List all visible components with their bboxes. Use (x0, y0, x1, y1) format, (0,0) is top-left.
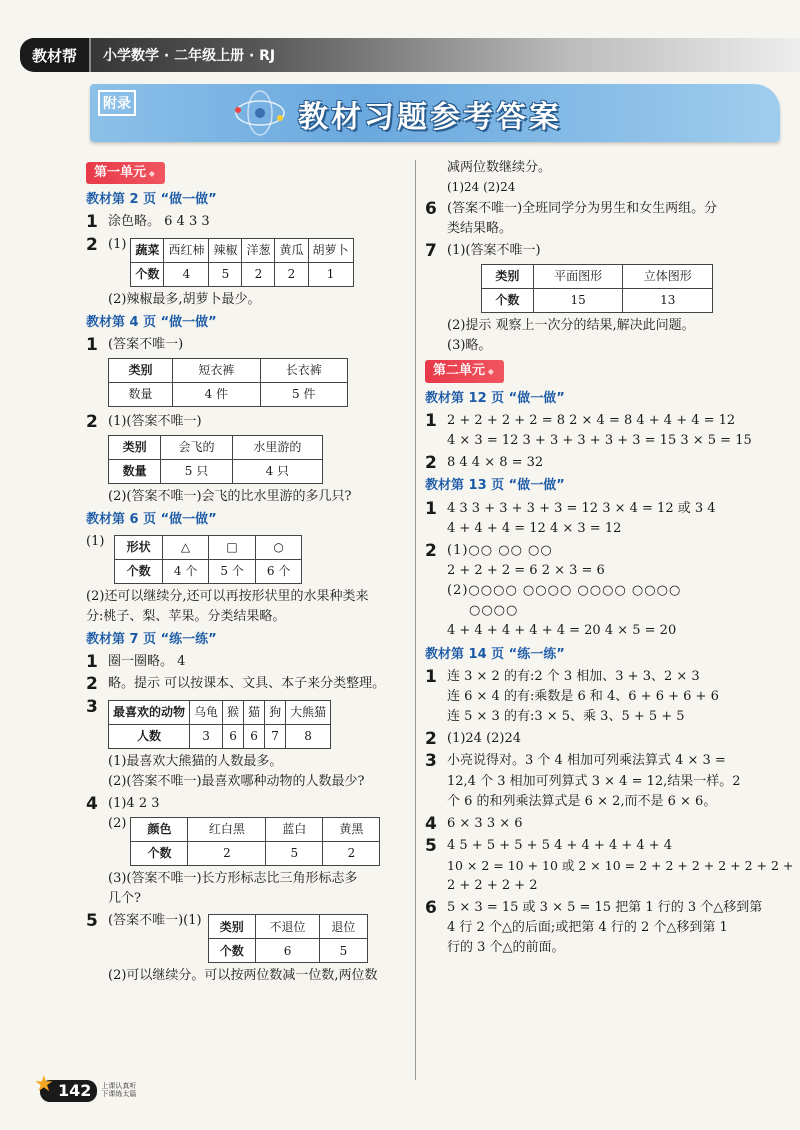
practice-5: 5 (答案不唯一)(1) 类别 不退位 退位 个数 6 5 (2)可以继续分。可以按两位数减一位数,两位数 (86, 911, 378, 984)
practice-7: 7 (1)(答案不唯一) 类别 平面图形 立体图形 个数 15 13 (2)提示 观察上一次分的结果,解决此问题。 (3)略。 (425, 241, 760, 356)
section-heading: 教材第 2 页 “做一做” (86, 192, 217, 208)
practice-4: 4 (1)4 2 3 (2) 颜色 红白黑 蓝白 黄黑 个数 2 5 2 (3)(答案不唯一)长方形标志比三角形标志多 几个? (86, 794, 406, 909)
practice-6: 6 (答案不唯一)全班同学分为男生和女生两组。分 类结果略。 (425, 198, 718, 236)
section-heading: 教材第 14 页 “练一练” (425, 646, 565, 662)
practice-2: 2 略。提示 可以按课本、文具、本子来分类整理。 (86, 674, 386, 695)
vegetable-table: 蔬菜 西红柿 辣椒 洋葱 黄瓜 胡萝卜 个数 4 5 2 2 1 (130, 238, 353, 287)
page-title: 教材习题参考答案 (298, 100, 562, 135)
unit-2-label: 第二单元 ◆ (425, 360, 504, 382)
clothes-table: 类别 短衣裤 长衣裤 数量 4 件 5 件 (108, 358, 348, 407)
star-icon: ★ (34, 1072, 54, 1097)
column-divider (415, 160, 416, 1080)
right-column: 减两位数继续分。 (1)24 (2)24 6 (答案不唯一)全班同学分为男生和女生两组。分 类结果略。 7 (1)(答案不唯一) 类别 平面图形 立体图形 个数 15 13 (2)提示 观察上一次分的结果,解决此问题。 (3)略。 第二单元 ◆ 教材第 12 页 “做一做” 1 2 + 2 + 2 + 2 = 8 2 × 4 = 8 4 + 4 + 4 = 12 4 × 3 = 12 3 + 3 + 3 + 3 + 3 = 15 3 × 5 = 15 2 8 4 4 × 8 = 32 教材第 13 页 “做一做” 1 4 3 3 + 3 + 3 + 3 = 12 3 × 4 = 12 或 3 4 4 + 4 + 4 = 12 4 × 3 = 12 2 (1)○○ ○○ ○○ 2 + 2 + 2 = 6 2 × 3 = 6 (2)○○○○ ○○○○ ○○○○ ○○○○ ○○○○ 4 + 4 + 4 + 4 + 4 = 20 4 × 5 = 20 教材第 14 页 “练一练” 1 连 3 × 2 的有:2 个 3 相加、3 + 3、2 × 3 连 6 × 4 的有:乘数是 6 和 4、6 + 6 + 6 + 6 连 5 × 3 的有:3 × 5、乘 3、5 + 5 + 5 2 (1)24 (2)24 3 小亮说得对。3 个 4 相加可列乘法算式 4 × 3 = 12,4 个 3 相加可列算式 3 × 4 = 12,结果一样。2 个 6 的和列乘法算式是 6 × 2,而不是 6 × 6。 4 6 × 3 3 × 6 5 4 5 + 5 + 5 + 5 4 + 4 + 4 + 4 + 4 10 × 2 = 10 + 10 或 2 × 10 = 2 + 2 + 2 + 2 + 2 + 2 + 2 + 2 + 2 + 2 6 5 × 3 = 15 或 3 × 5 = 15 把第 1 行的 3 个△移到第 4 行 2 个△的后面;或把第 4 行的 2 个△移到第 1 行的 3 个△的前面。 (425, 158, 760, 960)
top-header-bar (20, 38, 800, 72)
sign-color-table: 颜色 红白黑 蓝白 黄黑 个数 2 5 2 (130, 817, 380, 866)
practice-2: 2 (1)24 (2)24 (425, 729, 522, 750)
figure-table: 类别 平面图形 立体图形 个数 15 13 (481, 264, 713, 313)
question-1: 1 (答案不唯一) 类别 短衣裤 长衣裤 数量 4 件 5 件 (86, 335, 406, 410)
footer-slogan: 上课认真听 下课练太篇 (101, 1082, 137, 1098)
orbit-icon (230, 88, 290, 138)
brand-label: 教材帮 (20, 38, 91, 72)
practice-1: 1 连 3 × 2 的有:2 个 3 相加、3 + 3、2 × 3 连 6 × 4 的有:乘数是 6 和 4、6 + 6 + 6 + 6 连 5 × 3 的有:3 × 5、乘 3、5 + 5 + 5 (425, 666, 719, 724)
question-2: 2 8 4 4 × 8 = 32 (425, 453, 544, 473)
question-1: 1 涂色略。 6 4 3 3 (86, 212, 210, 233)
series-label: 小学数学 · 二年级上册 · RJ (103, 48, 276, 64)
practice-6: 6 5 × 3 = 15 或 3 × 5 = 15 把第 1 行的 3 个△移到第 4 行 2 个△的后面;或把第 4 行的 2 个△移到第 1 行的 3 个△的前面。 (425, 897, 763, 956)
animal-table: 类别 会飞的 水里游的 数量 5 只 4 只 (108, 435, 323, 484)
section-heading: 教材第 13 页 “做一做” (425, 478, 565, 494)
page-footer (34, 1072, 137, 1102)
practice-3: 3 最喜欢的动物 乌龟 猴 猫 狗 大熊猫 人数 3 6 6 7 8 (1)最喜欢大熊猫的人数最多。 (2)(答案不唯一)最喜欢哪种动物的人数最少? (86, 696, 365, 789)
section-heading: 教材第 7 页 “练一练” (86, 631, 217, 647)
favorite-animal-table: 最喜欢的动物 乌龟 猴 猫 狗 大熊猫 人数 3 6 6 7 8 (108, 700, 331, 749)
left-column: 第一单元 ◆ 教材第 2 页 “做一做” 1 涂色略。 6 4 3 3 2 (1) 蔬菜 西红柿 辣椒 洋葱 黄瓜 胡萝卜 个数 4 5 2 2 1 (2)辣椒最多,胡萝卜最少。 教材第 4 页 “做一做” 1 (答案不唯一) 类别 短衣裤 长衣裤 数量 4 件 5 件 2 (1)(答案不唯一) 类别 会飞的 水里游的 数量 5 只 4 只 (2)(答案不唯一)会飞的比水里游的多几只? 教材第 6 页 “做一做” (1) 形状 △ □ ○ 个数 4 个 5 个 6 个 (2)还可以继续分,还可以再按形状里的水果种类来 分:桃子、梨、苹果。分类结果略。 教材第 7 页 “练一练” 1 圈一圈略。 4 2 略。提示 可以按课本、文具、本子来分类整理。 3 最喜欢的动物 乌龟 猴 猫 狗 大熊猫 人数 3 6 6 7 8 (1)最喜欢大熊猫的人数最多。 (2)(答案不唯一)最喜欢哪种动物的人数最少? 4 (1)4 2 3 (2) 颜色 红白黑 蓝白 黄黑 个数 2 5 2 (3)(答案不唯一)长方形标志比三角形标志多 几个? 5 (答案不唯一)(1) 类别 不退位 退位 个数 6 5 (2)可以继续分。可以按两位数减一位数,两位数 (86, 160, 406, 989)
section-heading: 教材第 4 页 “做一做” (86, 314, 217, 330)
practice-3: 3 小亮说得对。3 个 4 相加可列乘法算式 4 × 3 = 12,4 个 3 相加可列算式 3 × 4 = 12,结果一样。2 个 6 的和列乘法算式是 6 × 2,而不是 6 × 6。 (425, 751, 741, 809)
section-heading: 教材第 12 页 “做一做” (425, 390, 565, 406)
practice-4: 4 6 × 3 3 × 6 (425, 813, 523, 834)
question-shapes: (1) 形状 △ □ ○ 个数 4 个 5 个 6 个 (86, 532, 406, 587)
question-1: 1 4 3 3 + 3 + 3 + 3 = 12 3 × 4 = 12 或 3 4 4 + 4 + 4 = 12 4 × 3 = 12 (425, 498, 716, 536)
question-2: 2 (1)○○ ○○ ○○ 2 + 2 + 2 = 6 2 × 3 = 6 (2)○○○○ ○○○○ ○○○○ ○○○○ ○○○○ 4 + 4 + 4 + 4 + 4 = 20 4 × 5 = 20 (425, 540, 682, 639)
practice-5: 5 4 5 + 5 + 5 + 5 4 + 4 + 4 + 4 + 4 10 × 2 = 10 + 10 或 2 × 10 = 2 + 2 + 2 + 2 + 2 + 2 + 2 + 2 + 2 + 2 (425, 836, 794, 893)
section-heading: 教材第 6 页 “做一做” (86, 512, 217, 528)
title-banner (90, 84, 780, 142)
question-2: 2 (1) 蔬菜 西红柿 辣椒 洋葱 黄瓜 胡萝卜 个数 4 5 2 2 1 (2)辣椒最多,胡萝卜最少。 (86, 235, 406, 310)
shape-table: 形状 △ □ ○ 个数 4 个 5 个 6 个 (114, 535, 302, 584)
practice-1: 1 圈一圈略。 4 (86, 651, 186, 672)
page-number: ★ 142 (40, 1080, 97, 1102)
subtraction-table: 类别 不退位 退位 个数 6 5 (208, 914, 368, 963)
question-2: 2 (1)(答案不唯一) 类别 会飞的 水里游的 数量 5 只 4 只 (2)(答案不唯一)会飞的比水里游的多几只? (86, 412, 352, 505)
appendix-tag: 附录 (98, 90, 136, 116)
unit-1-label: 第一单元 ◆ (86, 162, 165, 184)
question-1: 1 2 + 2 + 2 + 2 = 8 2 × 4 = 8 4 + 4 + 4 = 12 4 × 3 = 12 3 + 3 + 3 + 3 + 3 = 15 3 × 5 = 15 (425, 410, 752, 448)
